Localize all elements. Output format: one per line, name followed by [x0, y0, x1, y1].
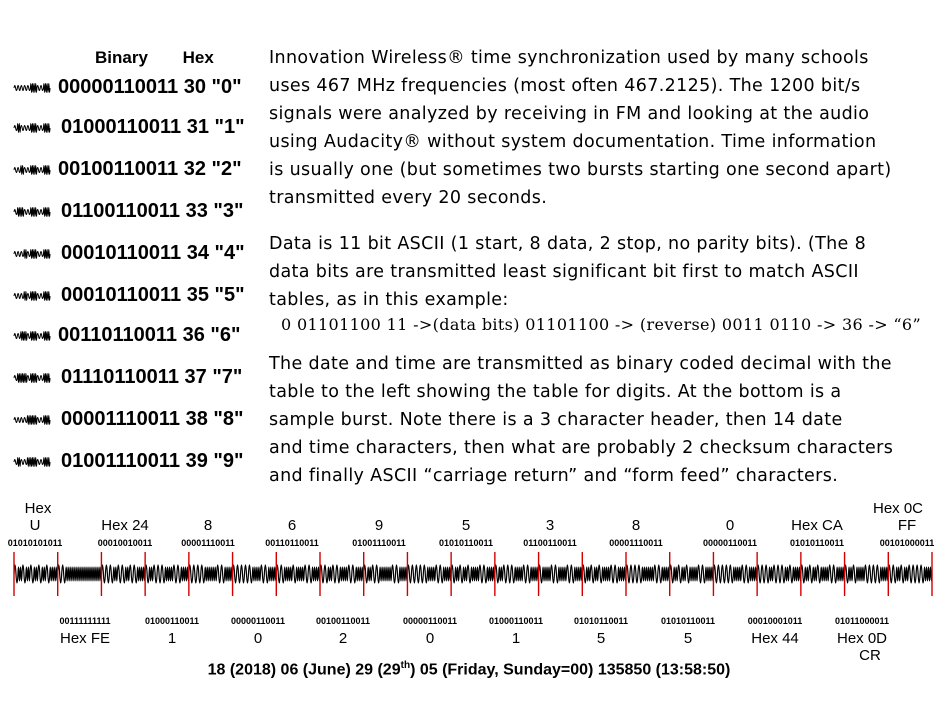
word-bits-label: 00101000011: [879, 538, 935, 548]
word-value-label: 1: [511, 630, 521, 647]
waveform-icon: [12, 240, 52, 266]
word-bits-label: 00100110011: [315, 616, 371, 626]
digit-row-text: [61, 284, 245, 307]
word-value-label: 6: [287, 517, 297, 534]
word-value-label: Hex FE: [59, 630, 111, 647]
digit-row-text: [58, 76, 242, 99]
digit-row-text: [61, 200, 244, 223]
word-value-label: 0: [253, 630, 263, 647]
word-value-label: U: [29, 517, 41, 534]
word-bits-label: 00000110011: [402, 616, 458, 626]
waveform-icon: [12, 322, 52, 348]
ascii-char: "3": [213, 199, 244, 222]
timestamp-part-1: 18 (2018) 06 (June) 29 (29: [207, 661, 401, 679]
word-hex-label: Hex 0C: [872, 500, 924, 517]
waveform-icon: [12, 156, 52, 182]
word-bits-label: 01100110011: [523, 538, 577, 548]
binary-value: 00000110011: [58, 75, 179, 98]
word-bits-label: 00111111111: [59, 616, 111, 626]
hex-value: 32: [178, 157, 212, 180]
hex-value: 39: [180, 449, 214, 472]
word-value-label: 5: [596, 630, 606, 647]
word-value-label: 9: [374, 517, 384, 534]
digit-row-text: [58, 158, 242, 181]
digit-row-text: [61, 116, 245, 139]
ascii-char: "2": [211, 157, 242, 180]
hex-value: 30: [178, 75, 212, 98]
word-value-label: 1: [167, 630, 177, 647]
hex-value: 36: [177, 323, 211, 346]
word-value-label: Hex CA: [791, 517, 843, 534]
ascii-char: "5": [214, 283, 245, 306]
digit-table-row: [12, 404, 244, 434]
ascii-char: "0": [211, 75, 242, 98]
ascii-char: "9": [213, 449, 244, 472]
hex-column-header: Hex: [182, 48, 214, 67]
ascii-char: "4": [214, 241, 245, 264]
digit-table-row: [12, 280, 245, 310]
digit-table-row: [12, 362, 242, 392]
word-bits-label: 00010010011: [97, 538, 153, 548]
binary-column-header: Binary: [95, 48, 148, 67]
word-value-label: Hex 44: [751, 630, 799, 647]
waveform-icon: [12, 74, 52, 100]
hex-value: 35: [181, 283, 215, 306]
binary-value: 01000110011: [61, 115, 182, 138]
digit-row-text: [61, 242, 245, 265]
waveform-icon: [12, 114, 52, 140]
word-bits-label: 00000110011: [702, 538, 758, 548]
binary-value: 00100110011: [58, 157, 179, 180]
waveform-icon: [12, 448, 52, 474]
word-extra-label: CR: [859, 647, 881, 664]
digit-table-row: [12, 154, 242, 184]
word-value-label: 2: [338, 630, 348, 647]
timestamp-part-2: ) 05 (Friday, Sunday=00) 135850 (13:58:50): [410, 661, 731, 679]
digit-row-text: [61, 408, 244, 431]
word-hex-label: Hex: [24, 500, 52, 517]
digit-row-text: [58, 324, 241, 347]
word-value-label: Hex 0D: [836, 630, 888, 647]
waveform-icon: [12, 364, 52, 390]
digit-row-text: [61, 366, 242, 389]
word-value-label: FF: [897, 517, 917, 534]
hex-value: 31: [181, 115, 215, 138]
word-bits-label: 01001110011: [352, 538, 406, 548]
description: [269, 44, 929, 490]
word-bits-label: 01011000011: [834, 616, 890, 626]
waveform-icon: [12, 198, 52, 224]
ascii-char: "7": [212, 365, 243, 388]
word-bits-label: 01010110011: [660, 616, 716, 626]
word-bits-label: 00000110011: [230, 616, 286, 626]
word-value-label: 8: [631, 517, 641, 534]
digit-table-row: [12, 238, 245, 268]
word-value-label: 0: [725, 517, 735, 534]
binary-value: 00110110011: [58, 323, 178, 346]
waveform-icon: [12, 406, 52, 432]
example-decode: 0 01101100 11 ->(data bits) 01101100 -> (reverse) 0011 0110 -> 36 -> “6”: [281, 315, 921, 334]
word-bits-label: 01010110011: [573, 616, 629, 626]
digit-table-row: [12, 320, 241, 350]
waveform-icon: [12, 282, 52, 308]
word-value-label: 5: [461, 517, 471, 534]
binary-value: 00010110011: [61, 283, 182, 306]
timestamp-superscript: th: [400, 660, 411, 671]
hex-value: 37: [178, 365, 213, 388]
word-bits-label: 00010001011: [747, 616, 803, 626]
ascii-char: "6": [210, 323, 241, 346]
binary-value: 00001110011: [61, 407, 181, 430]
word-bits-label: 00001110011: [181, 538, 235, 548]
ascii-char: "8": [213, 407, 244, 430]
word-bits-label: 01010110011: [438, 538, 494, 548]
word-bits-label: 00110110011: [265, 538, 319, 548]
hex-value: 33: [180, 199, 214, 222]
datetime-paragraph: The date and time are transmitted as binary coded decimal with the table to the left showing the table for digits. At the bottom is a sample burst. Note there is a 3 character header, then 14 date and time characters, then what are probably 2 checksum characters and finally ASCII “carriage return” and “form feed” characters.: [269, 354, 894, 486]
sample-burst: [0, 492, 938, 662]
digit-row-text: [61, 450, 244, 473]
hex-value: 34: [181, 241, 215, 264]
word-value-label: 8: [203, 517, 213, 534]
word-value-label: 0: [425, 630, 435, 647]
format-paragraph: Data is 11 bit ASCII (1 start, 8 data, 2 stop, no parity bits). (The 8 data bits are transmitted least significant bit first to match ASCII tables, as in this example:: [269, 234, 867, 310]
digit-table-row: [12, 446, 244, 476]
binary-value: 00010110011: [61, 241, 182, 264]
binary-value: 01110110011: [61, 365, 179, 388]
word-bits-label: 01010101011: [7, 538, 63, 548]
word-bits-label: 00001110011: [609, 538, 663, 548]
word-bits-label: 01000110011: [488, 616, 544, 626]
digit-table-row: [12, 112, 245, 142]
binary-value: 01100110011: [61, 199, 181, 222]
word-bits-label: 01010110011: [789, 538, 845, 548]
hex-value: 38: [180, 407, 214, 430]
decoded-timestamp: [0, 660, 938, 679]
binary-value: 01001110011: [61, 449, 181, 472]
word-value-label: Hex 24: [101, 517, 149, 534]
digit-table-row: [12, 72, 242, 102]
burst-signal-trace: [14, 565, 932, 583]
word-bits-label: 01000110011: [144, 616, 200, 626]
digit-table-header: [95, 48, 214, 68]
digit-table-row: [12, 196, 244, 226]
intro-paragraph: Innovation Wireless® time synchronization used by many schools uses 467 MHz frequencies (most often 467.2125). The 1200 bit/s signals were analyzed by receiving in FM and looking at the audio using Audacity® without system documentation. Time information is usually one (but sometimes two bursts starting one second apart) transmitted every 20 seconds.: [269, 48, 892, 208]
ascii-char: "1": [214, 115, 245, 138]
word-value-label: 3: [545, 517, 555, 534]
word-value-label: 5: [683, 630, 693, 647]
